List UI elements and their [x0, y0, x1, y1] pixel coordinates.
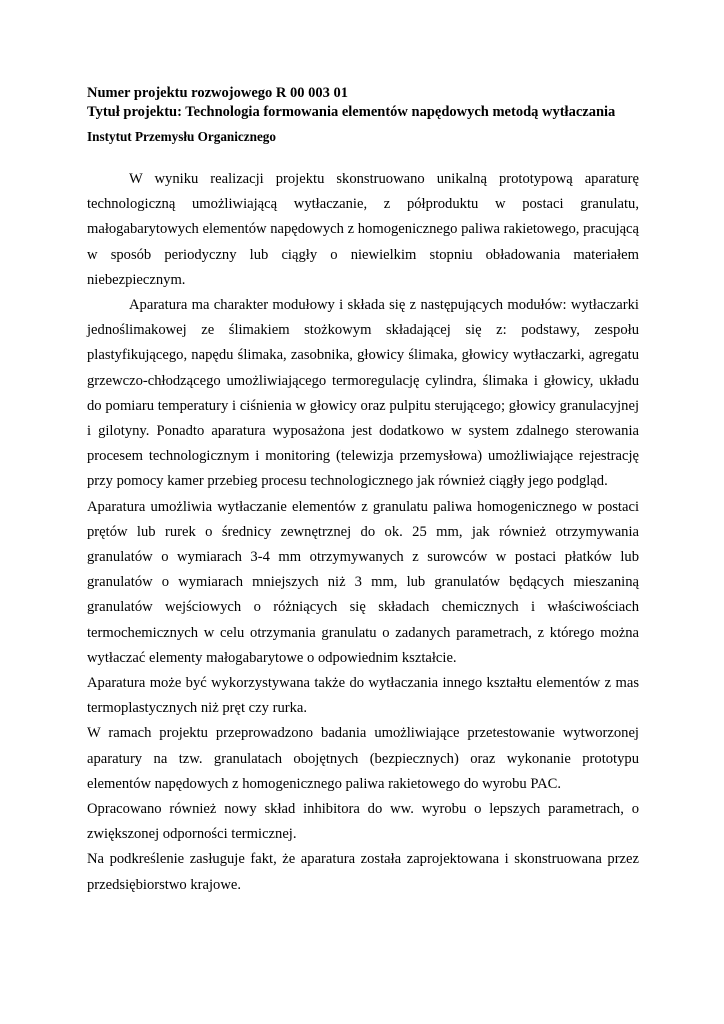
- document-page: [87, 84, 639, 898]
- paragraph-inhibitor: Opracowano również nowy skład inhibitora do ww. wyrobu o lepszych parametrach, o zwiększonej odporności termicznej.: [87, 801, 639, 843]
- project-title-heading: Tytuł projektu: Technologia formowania elementów napędowych metodą wytłaczania: [87, 104, 616, 120]
- paragraph-capabilities: Aparatura umożliwia wytłaczanie elementów z granulatu paliwa homogenicznego w postaci prętów lub rurek o średnicy zewnętrznej do ok. 25 mm, jak również otrzymywania granulatów o wymiarach 3-4 mm otrzymywanych z surowców w postaci płatków lub granulatów o wymiarach mniejszych niż 3 mm, lub granulatów będących mieszaniną granulatów wejściowych o różniących się składach chemicznych i właściwościach termochemicznych w celu otrzymania granulatu o zadanych parametrach, z którego można wytłaczać elementy małogabarytowe o odpowiednim kształcie.: [87, 498, 639, 666]
- project-number-heading: Numer projektu rozwojowego R 00 003 01: [87, 85, 348, 101]
- paragraph-conclusion: Na podkreślenie zasługuje fakt, że aparatura została zaprojektowana i skonstruowana przez przedsiębiorstwo krajowe.: [87, 851, 639, 893]
- paragraph-intro: W wyniku realizacji projektu skonstruowano unikalną prototypową aparaturę technologiczną umożliwiającą wytłaczanie, z półproduktu w postaci granulatu, małogabarytowych elementów napędowych z homogenicznego paliwa rakietowego, pracującą w sposób periodyczny lub ciągły o niewielkim stopniu obładowania materiałem niebezpiecznym.: [87, 171, 639, 288]
- paragraph-other-uses: Aparatura może być wykorzystywana także do wytłaczania innego kształtu elementów z mas termoplastycznych niż pręt czy rurka.: [87, 675, 639, 717]
- paragraph-research: W ramach projektu przeprowadzono badania umożliwiające przetestowanie wytworzonej aparatury na tzw. granulatach obojętnych (bezpiecznych) oraz wykonanie prototypu elementów napędowych z homogenicznego paliwa rakietowego do wyrobu PAC.: [87, 725, 639, 792]
- document-body: [87, 167, 639, 898]
- paragraph-modules: Aparatura ma charakter modułowy i składa się z następujących modułów: wytłaczarki jednoślimakowej ze ślimakiem stożkowym składającej się z: podstawy, zespołu plastyfikującego, napędu ślimaka, zasobnika, głowicy ślimaka, głowicy wytłaczarki, agregatu grzewczo-chłodzącego umożliwiającego termoregulację cylindra, ślimaka i głowicy, układu do pomiaru temperatury i ciśnienia w głowicy oraz pulpitu sterującego; głowicy granulacyjnej i gilotyny. Ponadto aparatura wyposażona jest dodatkowo w system zdalnego sterowania procesem technologicznym i monitoring (telewizja przemysłowa) umożliwiające rejestrację przy pomocy kamer przebieg procesu technologicznego jak również ciągły jego podgląd.: [87, 297, 639, 490]
- institute-name: Instytut Przemysłu Organicznego: [87, 129, 276, 144]
